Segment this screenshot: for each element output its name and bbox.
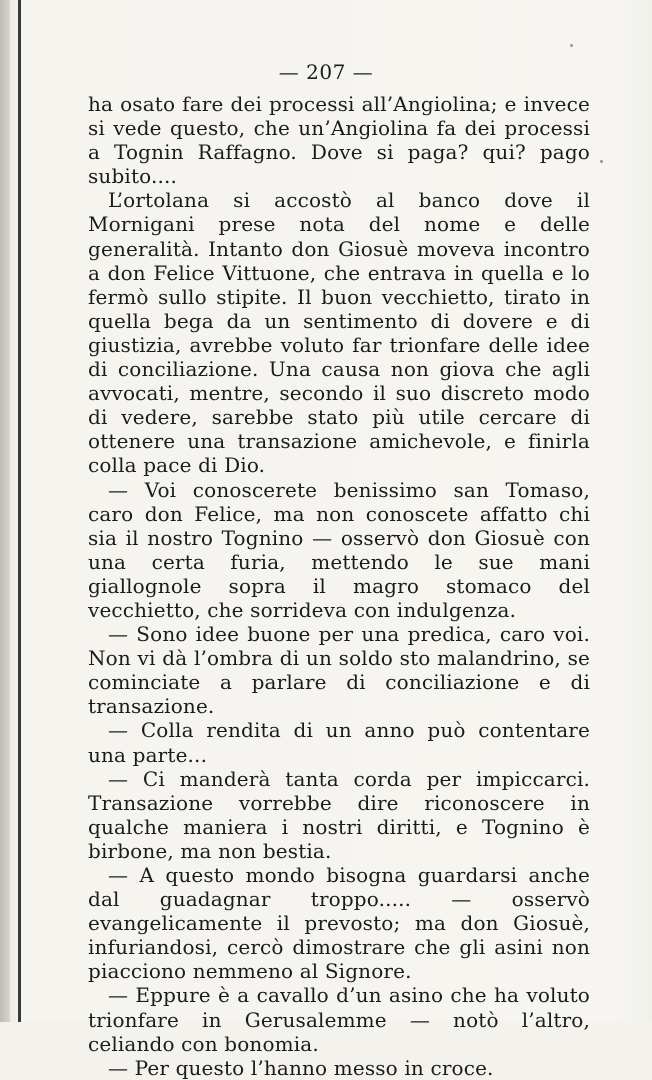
paragraph: — Voi conoscerete benissimo san Tomaso, caro don Felice, ma non conoscete affatto chi sia il nostro Tognino — osservò don Giosuè con una certa furia, mettendo le sue mani giallognole sopra il magro stomaco del vecchietto, che sorrideva con indulgenza. [88,477,590,622]
paragraph: L’ortolana si accostò al banco dove il Mornigani prese nota del nome e delle generalità. Intanto don Giosuè moveva incontro a don Felice Vittuone, che entrava in quella e lo fermò sullo stipite. Il buon vecchietto, tirato in quella bega da un sentimento di dovere e di giustizia, avrebbe voluto far trionfare delle idee di conciliazione. Una causa non giova che agli avvocati, mentre, secondo il suo discreto modo di vedere, sarebbe stato più utile cercare di ottenere una transazione amichevole, e finirla colla pace di Dio. [88,188,590,478]
paragraph: — Eppure è a cavallo d’un asino che ha voluto trionfare in Gerusalemme — notò l’altro, celiando con bonomia. [88,983,590,1056]
paragraph: — Per questo l’hanno messo in croce. [108,1055,494,1080]
paragraph: ha osato fare dei processi all’Angiolina; e invece si vede questo, che un’Angiolina fa dei processi a Tognin Raffagno. Dove si paga? qui? pago subito.... [88,92,590,189]
page-edge-shadow [0,0,10,1022]
paper-speck [600,160,603,163]
page-number: — 207 — [278,60,374,84]
body-text [88,92,590,1080]
paragraph: — Sono idee buone per una predica, caro voi. Non vi dà l’ombra di un soldo sto malandrino, se cominciate a parlare di conciliazione e di transazione. [88,622,590,719]
paragraph: — Ci manderà tanta corda per impiccarci. Transazione vorrebbe dire riconoscere in qualche maniera i nostri diritti, e Tognino è birbone, ma non bestia. [88,766,590,863]
paper-speck [570,44,573,47]
paragraph: — Colla rendita di un anno può contentare una parte... [88,718,590,767]
binding-edge [18,0,21,1022]
paragraph: — A questo mondo bisogna guardarsi anche dal guadagnar troppo..... — osservò evangelicamente il prevosto; ma don Giosuè, infuriandosi, cercò dimostrare che gli asini non piacciono nemmeno al Signore. [88,863,590,984]
